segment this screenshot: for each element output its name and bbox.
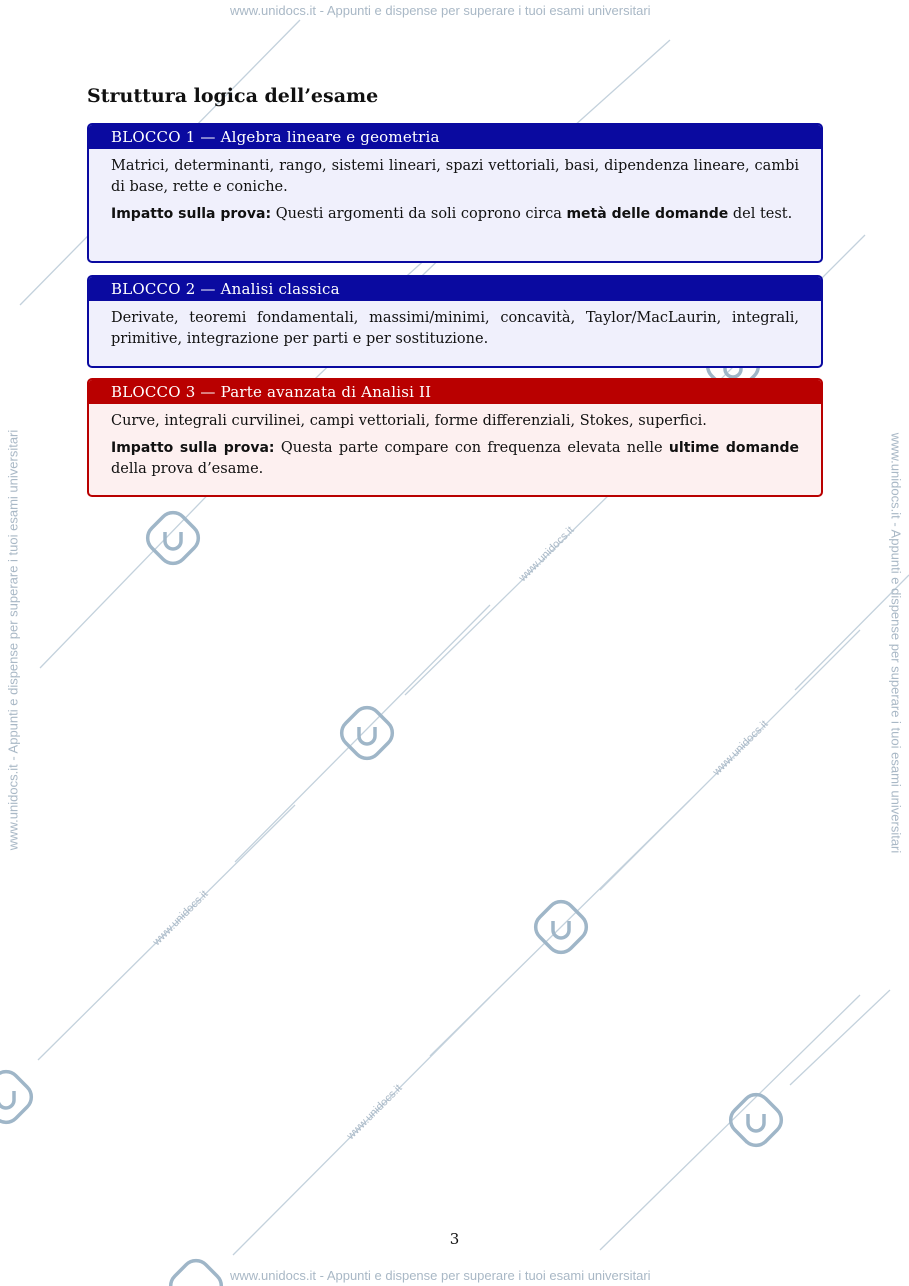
watermark-banner-right: www.unidocs.it - Appunti e dispense per superare i tuoi esami universitari [888,432,904,854]
impact-label: Impatto sulla prova: [111,206,272,222]
impact-emphasis: metà delle domande [566,206,729,222]
block-1-box [87,123,823,263]
block-3-impact [111,438,799,480]
unidocs-logo-icon [142,507,204,569]
watermark-banner-bottom: www.unidocs.it - Appunti e dispense per superare i tuoi esami universitari [230,1268,651,1283]
block-2-title: BLOCCO 2 — Analisi classica [89,277,821,301]
unidocs-logo-icon [725,1089,787,1151]
block-3-title: BLOCCO 3 — Parte avanzata di Analisi II [89,380,821,404]
watermark-small-text: www.unidocs.it [516,524,577,585]
block-2-body [89,301,821,358]
unidocs-logo-icon [336,702,398,764]
block-3-body [89,404,821,488]
watermark-small-text: www.unidocs.it [344,1082,405,1143]
unidocs-logo-icon [165,1255,227,1286]
impact-text-after: della prova d’esame. [111,461,264,477]
watermark-banner-left: www.unidocs.it - Appunti e dispense per superare i tuoi esami universitari [5,429,21,851]
watermark-small-text: www.unidocs.it [150,888,211,949]
block-2-box [87,275,823,368]
watermark-banner-top: www.unidocs.it - Appunti e dispense per superare i tuoi esami universitari [230,3,651,18]
block-1-title: BLOCCO 1 — Algebra lineare e geometria [89,125,821,149]
block-1-content: Matrici, determinanti, rango, sistemi lineari, spazi vettoriali, basi, dipendenza lineare, cambi di base, rette e coniche. [111,158,799,195]
page-number: 3 [449,1230,460,1248]
block-1-body [89,149,821,233]
impact-emphasis: ultime domande [668,440,800,456]
impact-text-before: Questa parte compare con frequenza elevata nelle [280,440,663,456]
unidocs-logo-icon [0,1066,37,1128]
block-2-content: Derivate, teoremi fondamentali, massimi/minimi, concavità, Taylor/MacLaurin, integrali, primitive, integrazione per parti e per sostituzione. [111,310,799,347]
block-3-box [87,378,823,497]
impact-label: Impatto sulla prova: [111,440,275,456]
watermark-small-text: www.unidocs.it [710,718,771,779]
impact-text-after: del test. [732,206,793,222]
section-title: Struttura logica dell’esame [87,85,379,107]
block-3-content: Curve, integrali curvilinei, campi vettoriali, forme differenziali, Stokes, superfici. [111,413,707,429]
impact-text-before: Questi argomenti da soli coprono circa [275,206,562,222]
block-1-impact [111,204,799,225]
